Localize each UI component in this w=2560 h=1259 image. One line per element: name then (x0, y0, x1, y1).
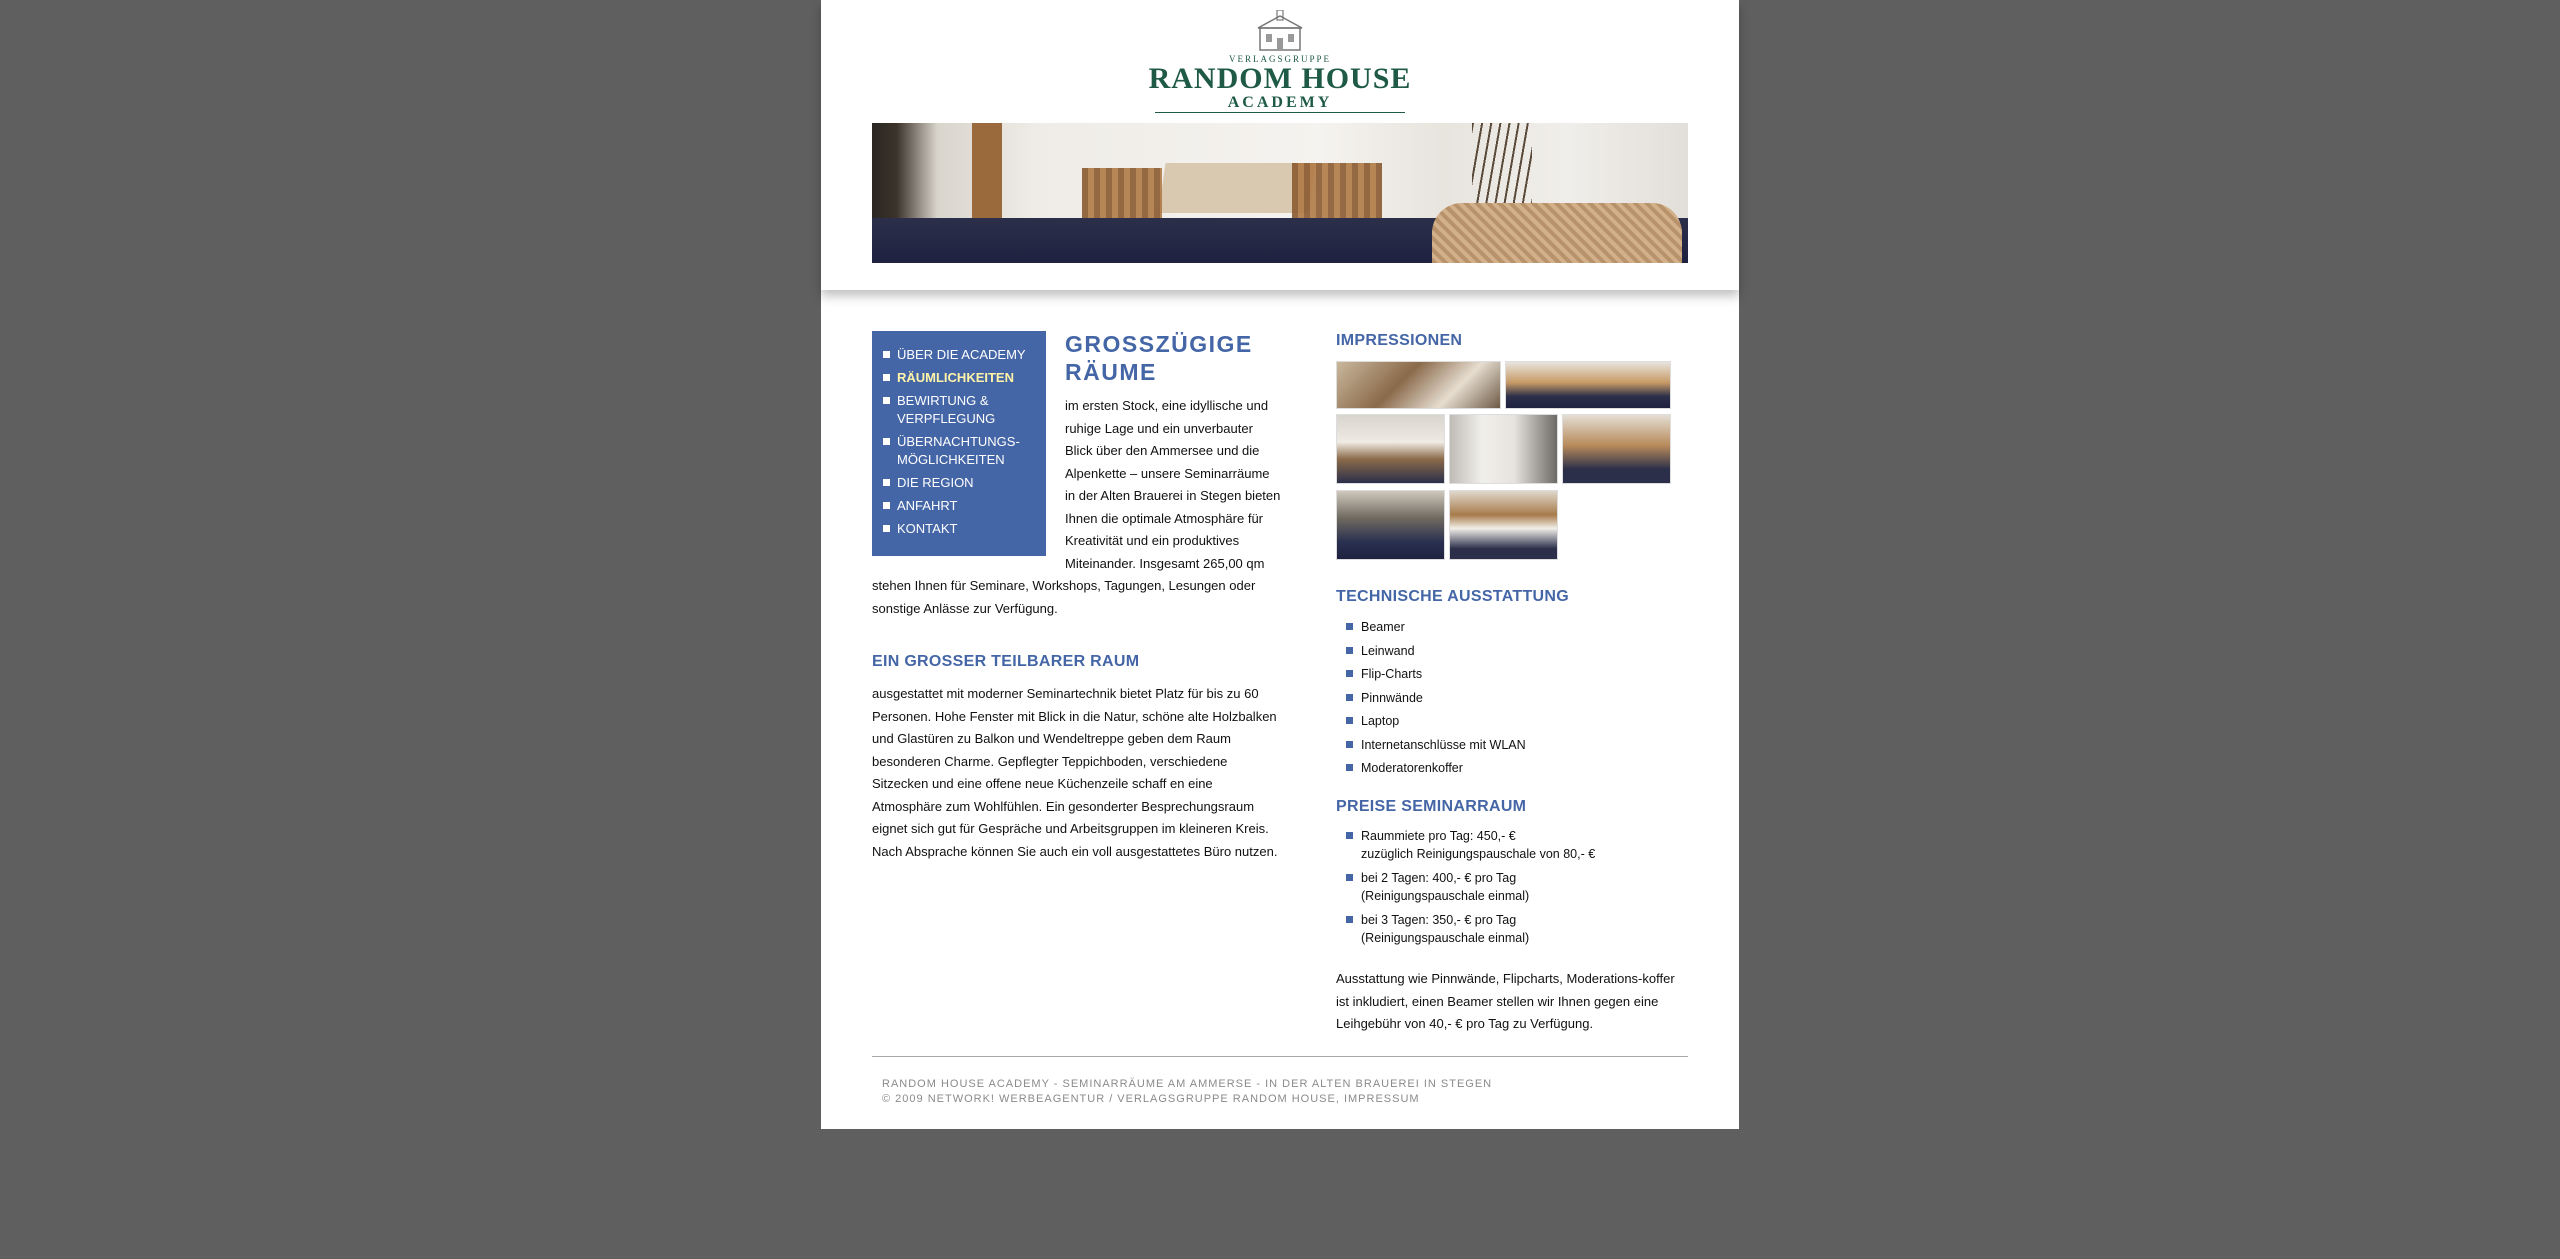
nav-item-region[interactable]: DIE REGION (872, 474, 1046, 492)
list-item: bei 3 Tagen: 350,- € pro Tag (Reinigungspauschale einmal) (1336, 911, 1716, 947)
logo-small-text: VERLAGSGRUPPE (1228, 54, 1331, 64)
nav-item-anfahrt[interactable]: ANFAHRT (872, 497, 1046, 515)
square-bullet-icon (1346, 694, 1353, 701)
logo-subtitle: ACADEMY (1227, 94, 1333, 111)
nav-item-bewirtung[interactable]: BEWIRTUNG & VERPFLEGUNG (872, 392, 1046, 428)
prices-list (1336, 827, 1716, 953)
gallery-thumbnail[interactable] (1336, 361, 1501, 409)
nav-item-ueber[interactable]: ÜBER DIE ACADEMY (872, 346, 1046, 364)
list-item: Flip-Charts (1336, 665, 1696, 683)
prices-heading: PREISE SEMINARRAUM (1336, 798, 1527, 815)
list-item: Laptop (1336, 712, 1696, 730)
gallery-thumbnail[interactable] (1336, 414, 1445, 484)
square-bullet-icon (1346, 741, 1353, 748)
list-item: Moderatorenkoffer (1336, 759, 1696, 777)
tech-list (1336, 618, 1696, 783)
header-banner-image (872, 123, 1688, 263)
room-heading: EIN GROSSER TEILBARER RAUM (872, 653, 1140, 670)
logo-rule (1155, 112, 1405, 113)
tech-heading: TECHNISCHE AUSSTATTUNG (1336, 588, 1569, 605)
footer-line-1: RANDOM HOUSE ACADEMY - SEMINARRÄUME AM AMMERSE - IN DER ALTEN BRAUEREI IN STEGEN (882, 1078, 1493, 1090)
gallery-thumbnail[interactable] (1505, 361, 1671, 409)
header (821, 0, 1739, 290)
gallery-thumbnail[interactable] (1562, 414, 1671, 484)
square-bullet-icon (1346, 623, 1353, 630)
footer (882, 1077, 1682, 1107)
square-bullet-icon (1346, 670, 1353, 677)
page-title: GROSSZÜGIGE RÄUME (1065, 331, 1253, 385)
list-item: Internetanschlüsse mit WLAN (1336, 736, 1696, 754)
square-bullet-icon (883, 351, 890, 358)
gallery-thumbnail[interactable] (1336, 490, 1445, 560)
square-bullet-icon (1346, 916, 1353, 923)
square-bullet-icon (1346, 874, 1353, 881)
nav-item-raeumlichkeiten[interactable]: RÄUMLICHKEITEN (872, 369, 1046, 387)
list-item: Beamer (1336, 618, 1696, 636)
gallery-thumbnail[interactable] (1449, 490, 1558, 560)
intro-text: im ersten Stock, eine idyllische und ruhige Lage und ein unverbauter Blick über den Ammersee und die Alpenkette – unsere Seminarräume in der Alten Brauerei in Stegen bieten Ihnen die optimale Atmosphäre für Kreativität und ein produktives Miteinander. Insgesamt 265,00 qm stehen Ihnen für Seminare, Workshops, Tagungen, Lesungen oder sonstige Anlässe zur Verfügung. (872, 398, 1281, 616)
list-item: bei 2 Tagen: 400,- € pro Tag (Reinigungspauschale einmal) (1336, 869, 1716, 905)
nav-item-uebernachtung[interactable]: ÜBERNACHTUNGS-MÖGLICHKEITEN (872, 433, 1046, 469)
room-text: ausgestattet mit moderner Seminartechnik bietet Platz für bis zu 60 Personen. Hohe Fenster mit Blick in die Natur, schöne alte Holzbalken und Glastüren zu Balkon und Wendeltreppe geben dem Raum besonderen Charme. Gepflegter Teppichboden, verschiedene Sitzecken und eine offene neue Küchenzeile schaff en eine Atmosphäre zum Wohlfühlen. Ein gesonderter Besprechungsraum eignet sich gut für Gespräche und Arbeitsgruppen im kleineren Kreis. Nach Absprache können Sie auch ein voll ausgestattetes Büro nutzen. (872, 686, 1278, 859)
footer-line-2[interactable]: © 2009 NETWORK! WERBEAGENTUR / VERLAGSGRUPPE RANDOM HOUSE, IMPRESSUM (882, 1093, 1420, 1105)
gallery-thumbnail[interactable] (1449, 414, 1558, 484)
list-item: Pinnwände (1336, 689, 1696, 707)
square-bullet-icon (1346, 764, 1353, 771)
square-bullet-icon (1346, 832, 1353, 839)
brewery-emblem-icon (1250, 10, 1310, 54)
impressions-heading: IMPRESSIONEN (1336, 332, 1463, 349)
square-bullet-icon (1346, 647, 1353, 654)
page (821, 0, 1739, 1129)
list-item: Leinwand (1336, 642, 1696, 660)
square-bullet-icon (1346, 717, 1353, 724)
list-item: Raummiete pro Tag: 450,- € zuzüglich Reinigungspauschale von 80,- € (1336, 827, 1716, 863)
square-bullet-icon (883, 374, 890, 381)
logo-title: RANDOM HOUSE (1148, 62, 1412, 95)
nav-item-kontakt[interactable]: KONTAKT (872, 520, 1046, 538)
footer-divider (872, 1056, 1688, 1057)
logo[interactable] (821, 10, 1739, 110)
equipment-note: Ausstattung wie Pinnwände, Flipcharts, Moderations-koffer ist inkludiert, einen Beamer stellen wir Ihnen gegen eine Leihgebühr von 40,- € pro Tag zu Verfügung. (1336, 971, 1675, 1031)
